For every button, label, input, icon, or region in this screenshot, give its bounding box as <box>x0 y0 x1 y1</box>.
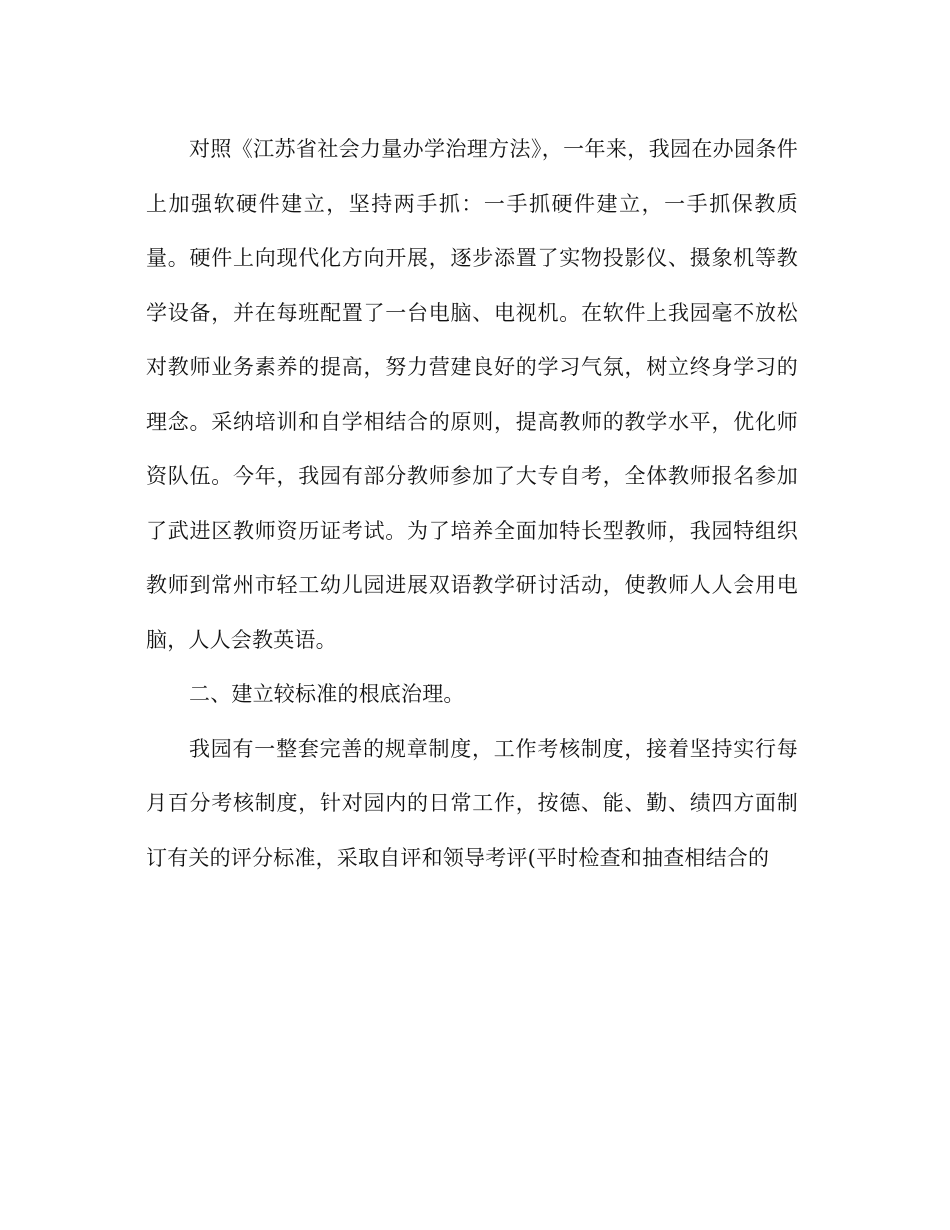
document-body <box>146 122 798 885</box>
paragraph-facilities: 对照《江苏省社会力量办学治理方法》，一年来，我园在办园条件上加强软硬件建立，坚持两手抓：一手抓硬件建立，一手抓保教质量。硬件上向现代化方向开展，逐步添置了实物投影仪、摄象机等教学设备，并在每班配置了一台电脑、电视机。在软件上我园毫不放松对教师业务素养的提高，努力营建良好的学习气氛，树立终身学习的理念。采纳培训和自学相结合的原则，提高教师的教学水平，优化师资队伍。今年，我园有部分教师参加了大专自考，全体教师报名参加了武进区教师资历证考试。为了培养全面加特长型教师，我园特组织教师到常州市轻工幼儿园进展双语教学研讨活动，使教师人人会用电脑，人人会教英语。 <box>146 137 798 652</box>
section-heading-management: 二、建立较标准的根底治理。 <box>189 682 465 706</box>
paragraph-rules: 我园有一整套完善的规章制度，工作考核制度，接着坚持实行每月百分考核制度，针对园内的日常工作，按德、能、勤、绩四方面制订有关的评分标准，采取自评和领导考评(平时检查和抽查相结合的 <box>146 736 798 870</box>
